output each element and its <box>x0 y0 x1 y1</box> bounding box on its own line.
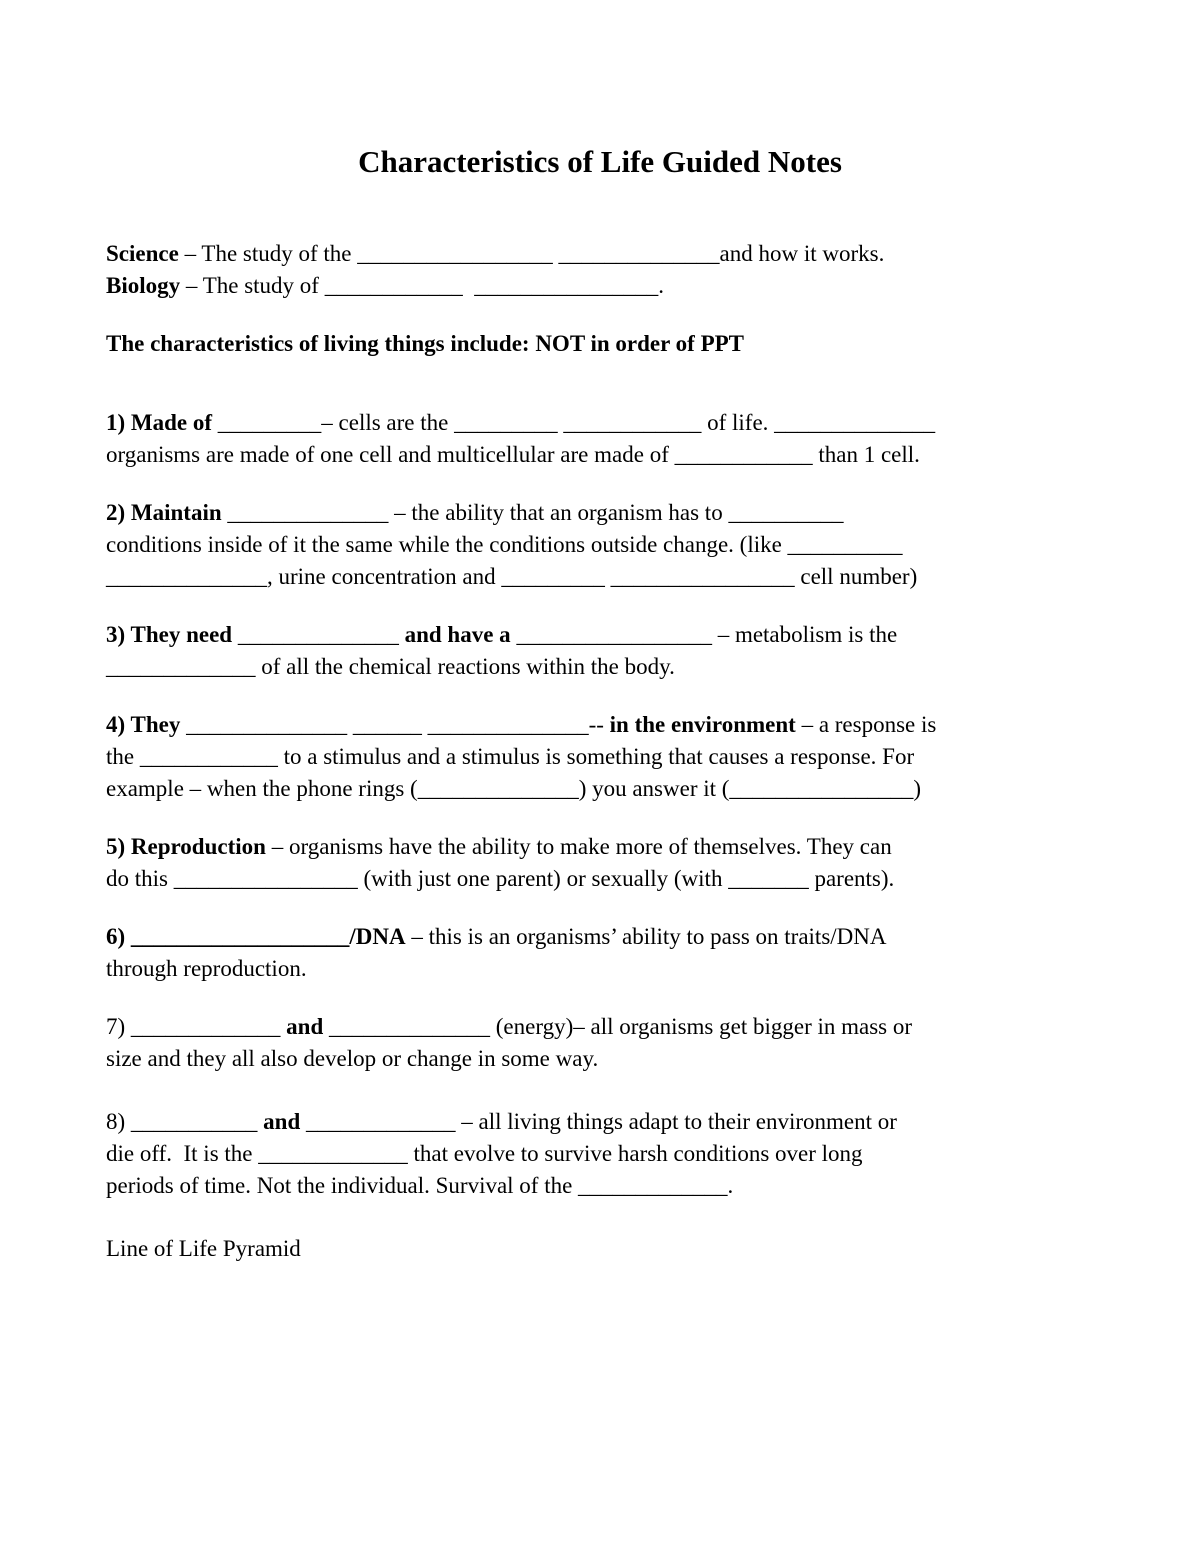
item-1-label: 1) Made of <box>106 410 213 435</box>
item-8-prefix: 8) ___________ <box>106 1109 264 1134</box>
item-3-label-a: 3) They need <box>106 622 233 647</box>
item-4-line-1 <box>106 709 936 741</box>
item-7-and: and <box>286 1014 324 1039</box>
item-3-label-b: and have a <box>404 622 511 647</box>
item-4-blanks: ______________ ______ ______________-- <box>180 712 610 737</box>
item-4-line-2: the ____________ to a stimulus and a stimulus is something that causes a response. For <box>106 744 915 769</box>
item-3-blank-a: ______________ <box>232 622 405 647</box>
footer-text: Line of Life Pyramid <box>106 1236 301 1261</box>
item-7-prefix: 7) _____________ <box>106 1014 287 1039</box>
characteristics-heading: The characteristics of living things include: NOT in order of PPT <box>106 331 745 356</box>
item-4-label-b: in the environment <box>609 712 796 737</box>
science-term: Science <box>106 241 179 266</box>
item-2-text: ______________ – the ability that an organism has to __________ <box>221 500 844 525</box>
biology-definition <box>106 270 664 302</box>
item-2-line-2: conditions inside of it the same while the conditions outside change. (like __________ <box>106 532 903 557</box>
item-6-line-2: through reproduction. <box>106 956 307 981</box>
biology-term: Biology <box>106 273 181 298</box>
item-8-tail: _____________ – all living things adapt to their environment or <box>300 1109 897 1134</box>
item-7-line-2: size and they all also develop or change in some way. <box>106 1046 599 1071</box>
item-3-line-1 <box>106 619 897 651</box>
item-3-tail: _________________ – metabolism is the <box>510 622 898 647</box>
page-title: Characteristics of Life Guided Notes <box>358 144 842 179</box>
item-4-line-3: example – when the phone rings (______________) you answer it (________________) <box>106 776 922 801</box>
item-7-tail: ______________ (energy)– all organisms get bigger in mass or <box>323 1014 913 1039</box>
item-1-line-2: organisms are made of one cell and multicellular are made of ____________ than 1 cell. <box>106 442 920 467</box>
item-8-line-2: die off. It is the _____________ that evolve to survive harsh conditions over long <box>106 1141 863 1166</box>
item-2-line-1 <box>106 497 843 529</box>
item-5-label: 5) Reproduction <box>106 834 266 859</box>
item-6-line-1 <box>106 921 886 953</box>
item-8-and: and <box>263 1109 301 1134</box>
item-5-line-1 <box>106 831 892 863</box>
item-1-line-1 <box>106 407 935 439</box>
item-4-label-a: 4) They <box>106 712 181 737</box>
item-8-line-3: periods of time. Not the individual. Survival of the _____________. <box>106 1173 734 1198</box>
item-2-line-3: ______________, urine concentration and _________ ________________ cell number) <box>106 564 918 589</box>
biology-text: – The study of ____________ ________________. <box>180 273 664 298</box>
item-8-line-1 <box>106 1106 897 1138</box>
item-5-line-2: do this ________________ (with just one parent) or sexually (with _______ parents). <box>106 866 895 891</box>
item-5-text: – organisms have the ability to make more of themselves. They can <box>265 834 892 859</box>
item-2-label: 2) Maintain <box>106 500 222 525</box>
item-6-label: 6) ___________________/DNA <box>106 924 406 949</box>
item-6-text: – this is an organisms’ ability to pass on traits/DNA <box>405 924 887 949</box>
science-text: – The study of the _________________ ______________and how it works. <box>178 241 885 266</box>
item-7-line-1 <box>106 1011 912 1043</box>
item-4-tail: – a response is <box>795 712 937 737</box>
science-definition <box>106 238 884 270</box>
item-1-text: _________– cells are the _________ ____________ of life. ______________ <box>212 410 936 435</box>
item-3-line-2: _____________ of all the chemical reactions within the body. <box>106 654 675 679</box>
